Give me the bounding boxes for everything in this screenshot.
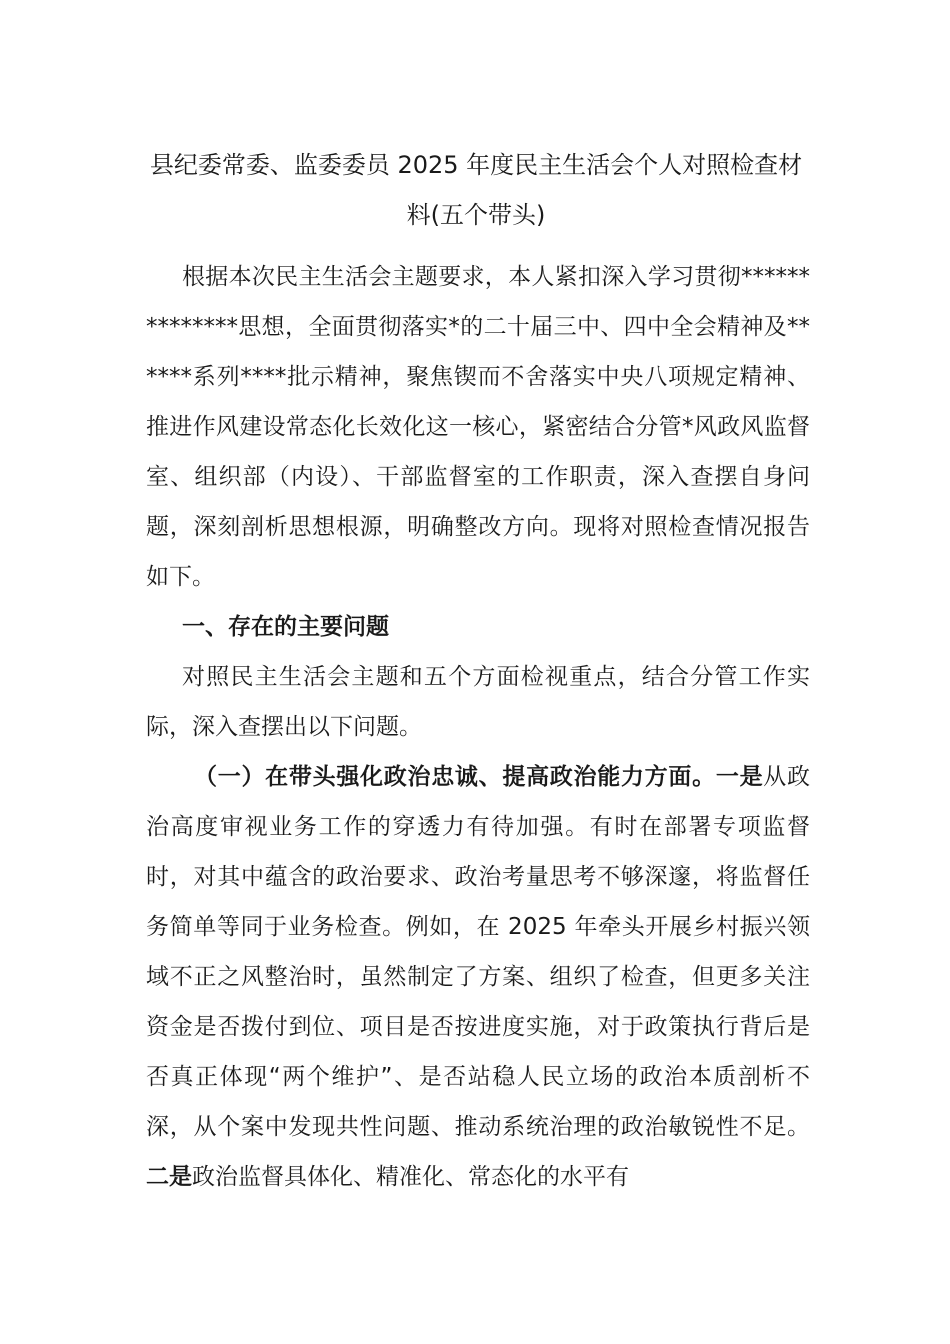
- document-body: [146, 252, 810, 1202]
- item-paragraph: [146, 752, 810, 1202]
- document-title: 县纪委常委、监委委员 2025 年度民主生活会个人对照检查材料(五个带头): [149, 151, 803, 229]
- point-label: 二是: [146, 1164, 192, 1190]
- intro-paragraph: 根据本次民主生活会主题要求，本人紧扣深入学习贯彻**************思想，全面贯彻落实*的二十届三中、四中全会精神及******系列****批示精神，聚焦锲而不舍落实中央八项规定精神、推进作风建设常态化长效化这一核心，紧密结合分管*风政风监督室、组织部（内设）、干部监督室的工作职责，深入查摆自身问题，深刻剖析思想根源，明确整改方向。现将对照检查情况报告如下。: [146, 264, 810, 590]
- item-lead: （一）在带头强化政治忠诚、提高政治能力方面。: [194, 764, 716, 790]
- point-label: 一是: [715, 764, 764, 790]
- section-heading: 一、存在的主要问题: [182, 614, 389, 640]
- point-text: 从政治高度审视业务工作的穿透力有待加强。有时在部署专项监督时，对其中蕴含的政治要求、政治考量思考不够深邃，将监督任务简单等同于业务检查。例如，在 2025 年牵头开展乡村振兴领域不正之风整治时，虽然制定了方案、组织了检查，但更多关注资金是否拨付到位、项目是否按进度实施，对于政策执行背后是否真正体现“两个维护”、是否站稳人民立场的政治本质剖析不深，从个案中发现共性问题、推动系统治理的政治敏锐性不足。: [146, 764, 811, 1140]
- section-intro-paragraph: 对照民主生活会主题和五个方面检视重点，结合分管工作实际，深入查摆出以下问题。: [146, 664, 810, 740]
- point-text: 政治监督具体化、精准化、常态化的水平有: [192, 1164, 629, 1190]
